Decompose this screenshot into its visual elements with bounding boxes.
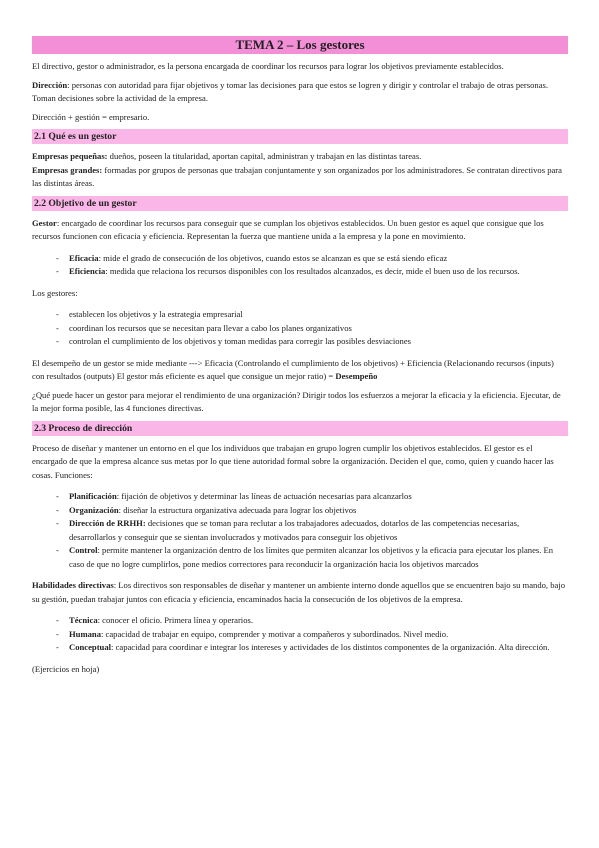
gestor-text: : encargado de coordinar los recursos para conseguir que se cumplan los objetivos establecidos. Un buen gestor es aquel que consigue que los recursos funcionen con eficacia y eficiencia. Representan la fuerza que mantiene unida a la empresa y la pone en movimiento. bbox=[32, 217, 544, 241]
formula-paragraph: Dirección + gestión = empresario. bbox=[32, 111, 150, 122]
closing-note: (Ejercicios en hoja) bbox=[32, 663, 100, 674]
section-heading-2-3: 2.3 Proceso de dirección bbox=[32, 421, 568, 436]
pequenas-term: Empresas pequeñas: bbox=[32, 151, 108, 161]
direccion-term: Dirección bbox=[32, 79, 68, 90]
list-item: - Conceptual: capacidad para coordinar e integrar los intereses y actividades de los distintos componentes de la organización. Alta dirección. bbox=[56, 642, 550, 652]
list-item: - Humana: capacidad de trabajar en equipo, comprender y motivar a compañeros y subordinados. Nivel medio. bbox=[56, 628, 449, 639]
pequenas-text: dueños, poseen la titularidad, aportan capital, administran y trabajan en las distintas tareas. bbox=[107, 151, 422, 161]
direccion-paragraph bbox=[32, 79, 568, 106]
eficacia-list bbox=[32, 252, 568, 279]
question-paragraph: ¿Qué puede hacer un gestor para mejorar el rendimiento de una organización? Dirigir todos los esfuerzos a mejorar la eficacia y la eficiencia. Ejecutar, de la mejor forma posible, las 4 funciones directivas. bbox=[32, 389, 561, 413]
grandes-term: Empresas grandes: bbox=[32, 164, 103, 175]
grandes-text: formadas por grupos de personas que trabajan conjuntamente y son organizados por los administradores. Se contratan directivos para las distintas áreas. bbox=[32, 164, 562, 188]
funciones-list bbox=[32, 490, 568, 571]
list-item: - controlan el cumplimiento de los objetivos y toman medidas para corregir las posibles desviaciones bbox=[56, 336, 411, 346]
gestores-list bbox=[32, 308, 568, 349]
list-item: - Planificación: fijación de objetivos y determinar las líneas de actuación necesarias para alcanzarlos bbox=[56, 491, 412, 501]
gestores-label: Los gestores: bbox=[32, 287, 78, 298]
gestor-paragraph bbox=[32, 217, 568, 244]
list-item: - Eficiencia: medida que relaciona los recursos disponibles con los resultados alcanzados, es decir, mide el buen uso de los recursos. bbox=[56, 266, 520, 276]
habilidades-term: Habilidades directivas bbox=[32, 580, 114, 590]
intro-paragraph: El directivo, gestor o administrador, es la persona encargada de coordinar los recursos para lograr los objetivos previamente establecidos. bbox=[32, 61, 504, 71]
list-item: - coordinan los recursos que se necesitan para llevar a cabo los planes organizativos bbox=[56, 322, 352, 333]
gestor-term: Gestor bbox=[32, 217, 57, 228]
desempeno-paragraph: El desempeño de un gestor se mide mediante ---> Eficacia (Controlando el cumplimiento de los objetivos) + Eficiencia (Relacionando recursos (inputs) con resultados (outputs) El gestor más eficiente es aquel que consigue un mejor ratio) = Desempeño bbox=[32, 357, 554, 381]
document-page bbox=[32, 36, 568, 681]
list-item: - establecen los objetivos y la estrategia empresarial bbox=[56, 309, 243, 319]
section-heading-2-1: 2.1 Qué es un gestor bbox=[32, 129, 568, 144]
list-item: - Eficacia: mide el grado de consecución de los objetivos, cuando estos se alcanzan es que se está siendo eficaz bbox=[56, 252, 448, 263]
list-item: - Control: permite mantener la organización dentro de los límites que permiten alcanzar los objetivos y la eficacia para ejecutar los planes. En caso de que no logre cumplirlos, pone medios correctores para reconducir la organización hacia los objetivos marcados bbox=[56, 545, 554, 569]
habilidades-paragraph: Habilidades directivas: Los directivos son responsables de diseñar y mantener un ambiente interno donde aquellos que se encuentren bajo su mando, bajo su gestión, puedan trabajar juntos con eficacia y eficiencia, encaminados hacia la consecución de los objetivos de la empresa. bbox=[32, 580, 566, 604]
list-item: - Organización: diseñar la estructura organizativa adecuada para lograr los objetivos bbox=[56, 504, 357, 515]
empresas-paragraph bbox=[32, 150, 568, 191]
direccion-text: : personas con autoridad para fijar objetivos y tomar las decisiones para que estos se logren y dirigir y controlar el trabajo de otras personas. Toman decisiones sobre la actividad de la empresa. bbox=[32, 79, 549, 103]
list-item: - Dirección de RRHH: decisiones que se toman para reclutar a los trabajadores adecuados, dotarlos de las competencias necesarias, desarrollarlos y conseguir que se sientan involucrados y motivados para conseguir los objetivos bbox=[56, 518, 520, 542]
desempeno-term: Desempeño bbox=[335, 371, 378, 381]
section-heading-2-2: 2.2 Objetivo de un gestor bbox=[32, 196, 568, 211]
proceso-paragraph: Proceso de diseñar y mantener un entorno en el que los individuos que trabajan en grupo logren cumplir los objetivos establecidos. El gestor es el encargado de que la empresa alcance sus metas por lo que tiene autoridad formal sobre la organización. Deciden el que, como, quien y cuando hacer las cosas. Funciones: bbox=[32, 442, 554, 480]
habilidades-list bbox=[32, 614, 568, 655]
page-title: TEMA 2 – Los gestores bbox=[32, 36, 568, 54]
list-item: - Técnica: conocer el oficio. Primera línea y operarios. bbox=[56, 615, 253, 625]
